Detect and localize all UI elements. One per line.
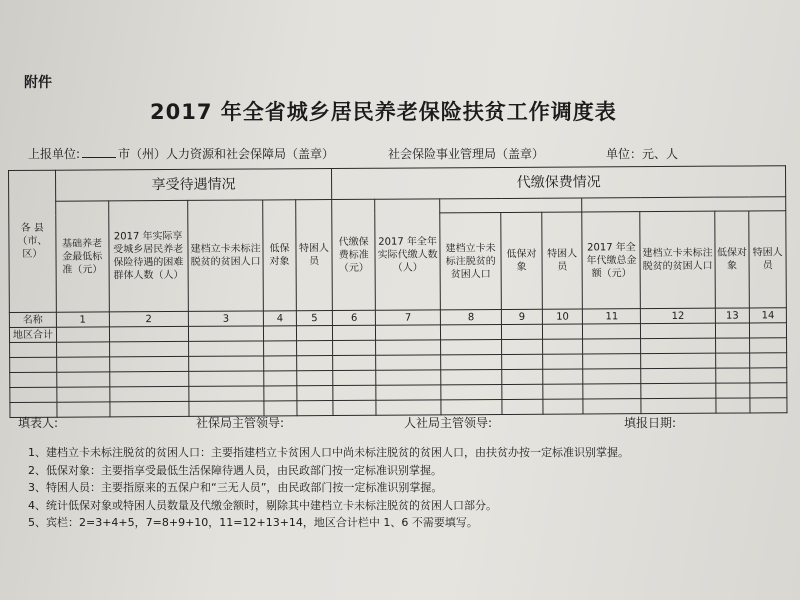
group-benefits-header: 享受待遇情况 bbox=[55, 169, 332, 202]
table-cell[interactable] bbox=[333, 340, 376, 355]
hr-supervisor-label: 人社局主管领导: bbox=[404, 416, 493, 430]
table-cell[interactable] bbox=[56, 327, 109, 342]
table-cell[interactable] bbox=[641, 383, 715, 398]
table-cell[interactable] bbox=[296, 341, 333, 356]
col-header-8: 建档立卡未标注脱贫的贫困人口 bbox=[440, 212, 502, 309]
col-number: 11 bbox=[583, 309, 641, 324]
col-number: 10 bbox=[542, 309, 583, 324]
table-cell[interactable] bbox=[333, 385, 376, 400]
notes-section bbox=[28, 444, 629, 532]
col-header-7: 2017 年全年实际代缴人数（人） bbox=[375, 199, 441, 310]
table-cell[interactable] bbox=[333, 400, 376, 415]
col-number: 13 bbox=[715, 308, 750, 323]
table-cell[interactable] bbox=[542, 324, 583, 339]
table-cell[interactable] bbox=[296, 356, 333, 371]
report-unit-suffix: 市（州）人力资源和社会保障局（盖章） bbox=[118, 147, 335, 161]
table-cell[interactable] bbox=[264, 356, 297, 371]
table-cell[interactable] bbox=[750, 323, 787, 338]
table-cell[interactable] bbox=[716, 398, 751, 413]
table-cell[interactable] bbox=[297, 401, 334, 416]
col-header-5: 特困人员 bbox=[295, 200, 332, 311]
sub-group-spacer-b bbox=[582, 197, 786, 212]
note-item: 5、宾栏：2=3+4+5，7=8+9+10，11=12+13+14，地区合计栏中 1、6 不需要填写。 bbox=[28, 516, 478, 529]
table-cell[interactable] bbox=[189, 341, 264, 356]
fill-date-label: 填报日期: bbox=[624, 416, 677, 430]
unit-label: 单位：元、人 bbox=[606, 147, 679, 161]
col-number: 1 bbox=[56, 312, 109, 327]
col-number: 4 bbox=[264, 311, 297, 326]
table-cell[interactable] bbox=[109, 326, 188, 341]
table-cell[interactable] bbox=[188, 326, 263, 341]
table-cell[interactable] bbox=[296, 371, 333, 386]
table-cell[interactable] bbox=[715, 383, 750, 398]
table-cell[interactable] bbox=[57, 387, 110, 402]
col-number: 3 bbox=[188, 311, 263, 326]
col-number: 14 bbox=[750, 308, 787, 323]
table-cell[interactable] bbox=[583, 369, 641, 384]
col-header-9: 低保对象 bbox=[501, 212, 542, 309]
table-cell[interactable] bbox=[376, 340, 441, 355]
table-cell[interactable] bbox=[441, 324, 502, 339]
table-cell[interactable] bbox=[750, 353, 787, 368]
table-cell[interactable] bbox=[583, 354, 641, 369]
note-item: 2、低保对象：主要指享受最低生活保障待遇人员，由民政部门按一定标准识别掌握。 bbox=[28, 463, 442, 477]
col-header-1: 基础养老金最低标准（元） bbox=[55, 201, 109, 312]
table-cell[interactable] bbox=[109, 386, 188, 401]
table-cell[interactable] bbox=[189, 371, 264, 386]
table-cell[interactable] bbox=[715, 368, 750, 383]
district-total-label: 地区合计 bbox=[9, 327, 56, 342]
table-cell[interactable] bbox=[441, 339, 502, 354]
table-cell[interactable] bbox=[715, 323, 750, 338]
col-header-13: 低保对象 bbox=[714, 211, 749, 308]
table-cell[interactable] bbox=[56, 357, 109, 372]
table-cell[interactable] bbox=[502, 369, 543, 384]
name-label: 名称 bbox=[9, 312, 56, 327]
note-item: 4、统计低保对象或特困人员数量及代缴金额时，剔除其中建档立卡未标注脱贫的贫困人口部分。 bbox=[28, 498, 497, 512]
table-cell[interactable] bbox=[376, 385, 441, 400]
col-header-2: 2017 年实际享受城乡居民养老保险待遇的困难群体人数（人） bbox=[108, 200, 188, 311]
col-header-3: 建档立卡未标注脱贫的贫困人口 bbox=[188, 200, 264, 311]
table-cell[interactable] bbox=[542, 339, 583, 354]
col-header-4: 低保对象 bbox=[263, 200, 296, 311]
table-cell[interactable] bbox=[750, 398, 787, 413]
table-cell[interactable] bbox=[750, 368, 787, 383]
table-cell[interactable] bbox=[297, 386, 334, 401]
table-cell[interactable] bbox=[10, 357, 57, 372]
col-number: 9 bbox=[501, 309, 542, 324]
table-cell[interactable] bbox=[715, 338, 750, 353]
report-unit-2: 社会保险事业管理局（盖章） bbox=[388, 147, 545, 161]
table-cell[interactable] bbox=[264, 341, 297, 356]
report-unit-blank bbox=[82, 157, 116, 158]
table-cell[interactable] bbox=[641, 338, 715, 353]
table-cell[interactable] bbox=[57, 372, 110, 387]
table-cell[interactable] bbox=[109, 371, 188, 386]
table-cell[interactable] bbox=[296, 326, 333, 341]
col-number: 8 bbox=[440, 309, 501, 324]
table-cell[interactable] bbox=[583, 339, 641, 354]
table-cell[interactable] bbox=[441, 354, 502, 369]
filler-label: 填表人: bbox=[18, 416, 59, 430]
table-cell[interactable] bbox=[641, 323, 715, 338]
table-cell[interactable] bbox=[264, 371, 297, 386]
table-cell[interactable] bbox=[542, 354, 583, 369]
table-cell[interactable] bbox=[10, 387, 57, 402]
table-cell[interactable] bbox=[56, 342, 109, 357]
table-cell[interactable] bbox=[109, 341, 188, 356]
col-header-10: 特困人员 bbox=[542, 212, 583, 309]
table-cell[interactable] bbox=[583, 384, 641, 399]
table-cell[interactable] bbox=[333, 325, 376, 340]
note-item: 3、特困人员：主要指原来的五保户和“三无人员”，由民政部门按一定标准识别掌握。 bbox=[28, 481, 443, 494]
col-number: 12 bbox=[641, 308, 715, 323]
col-header-14: 特困人员 bbox=[749, 211, 786, 308]
sub-group-spacer-a bbox=[440, 198, 582, 213]
table-cell[interactable] bbox=[333, 370, 376, 385]
table-cell[interactable] bbox=[543, 399, 584, 414]
table-cell[interactable] bbox=[109, 356, 188, 371]
table-cell[interactable] bbox=[502, 384, 543, 399]
table-cell[interactable] bbox=[543, 384, 584, 399]
table-cell[interactable] bbox=[641, 368, 715, 383]
col-number: 5 bbox=[296, 311, 333, 326]
table-cell[interactable] bbox=[264, 386, 297, 401]
dispatch-table bbox=[8, 165, 788, 418]
col-number: 6 bbox=[333, 310, 376, 325]
social-security-supervisor-label: 社保局主管领导: bbox=[196, 416, 285, 430]
table-cell[interactable] bbox=[376, 325, 441, 340]
table-cell[interactable] bbox=[10, 372, 57, 387]
table-cell[interactable] bbox=[502, 354, 543, 369]
table-cell[interactable] bbox=[641, 398, 715, 413]
table-cell[interactable] bbox=[189, 386, 264, 401]
table-cell[interactable] bbox=[441, 399, 502, 414]
table-cell[interactable] bbox=[750, 383, 787, 398]
table-cell[interactable] bbox=[502, 339, 543, 354]
note-item: 1、建档立卡未标注脱贫的贫困人口：主要指建档立卡贫困人口中尚未标注脱贫的贫困人口，由扶贫办按一定标准识别掌握。 bbox=[28, 446, 629, 459]
group-fees-header: 代缴保费情况 bbox=[332, 166, 786, 200]
table-cell[interactable] bbox=[750, 338, 787, 353]
table-cell[interactable] bbox=[10, 342, 57, 357]
table-cell[interactable] bbox=[715, 353, 750, 368]
col-header-6: 代缴保费标准（元） bbox=[332, 199, 375, 310]
table-cell[interactable] bbox=[583, 324, 641, 339]
attachment-label: 附件 bbox=[24, 75, 52, 91]
report-unit-line bbox=[28, 145, 334, 162]
table-cell[interactable] bbox=[441, 369, 502, 384]
table-cell[interactable] bbox=[376, 370, 441, 385]
table-cell[interactable] bbox=[264, 326, 297, 341]
table-cell[interactable] bbox=[57, 402, 110, 417]
document-title: 2017 年全省城乡居民养老保险扶贫工作调度表 bbox=[150, 100, 617, 124]
table-cell[interactable] bbox=[543, 369, 584, 384]
col-header-11: 2017 年全年代缴总金额（元） bbox=[582, 212, 641, 309]
table-cell[interactable] bbox=[641, 353, 715, 368]
col-number: 7 bbox=[375, 310, 440, 325]
table-cell[interactable] bbox=[333, 355, 376, 370]
col-header-12: 建档立卡未标注脱贫的贫困人口 bbox=[640, 211, 715, 308]
table-cell[interactable] bbox=[441, 384, 502, 399]
table-cell[interactable] bbox=[376, 400, 441, 415]
table-cell[interactable] bbox=[502, 324, 543, 339]
table-cell[interactable] bbox=[502, 399, 543, 414]
col-number: 2 bbox=[109, 311, 188, 326]
report-unit-prefix: 上报单位: bbox=[28, 147, 81, 161]
county-header: 各 县（市、区） bbox=[9, 170, 57, 312]
table-cell[interactable] bbox=[583, 399, 641, 414]
table-cell[interactable] bbox=[110, 401, 189, 416]
table-cell[interactable] bbox=[376, 355, 441, 370]
table-cell[interactable] bbox=[189, 356, 264, 371]
